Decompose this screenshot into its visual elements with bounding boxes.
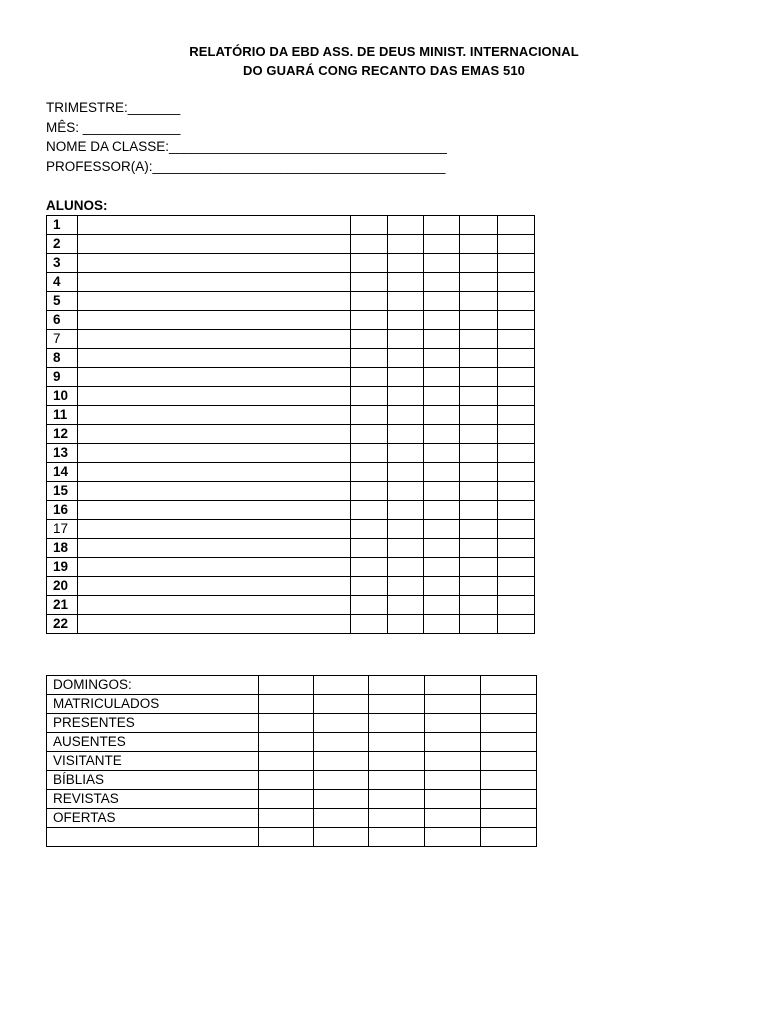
aluno-attendance-cell[interactable] bbox=[424, 349, 460, 368]
summary-table bbox=[46, 675, 537, 847]
summary-row bbox=[47, 733, 537, 752]
aluno-row bbox=[47, 349, 535, 368]
aluno-attendance-cell[interactable] bbox=[388, 501, 424, 520]
aluno-attendance-cell[interactable] bbox=[388, 387, 424, 406]
aluno-attendance-cell[interactable] bbox=[424, 577, 460, 596]
summary-row bbox=[47, 714, 537, 733]
aluno-row bbox=[47, 615, 535, 634]
aluno-attendance-cell[interactable] bbox=[388, 596, 424, 615]
aluno-attendance-cell[interactable] bbox=[388, 558, 424, 577]
aluno-number: 21 bbox=[47, 596, 78, 615]
summary-value-cell[interactable] bbox=[259, 676, 314, 695]
aluno-row bbox=[47, 311, 535, 330]
summary-value-cell[interactable] bbox=[425, 771, 481, 790]
aluno-row bbox=[47, 425, 535, 444]
aluno-name-cell[interactable] bbox=[78, 235, 351, 254]
aluno-attendance-cell[interactable] bbox=[388, 216, 424, 235]
aluno-attendance-cell[interactable] bbox=[498, 425, 535, 444]
aluno-attendance-cell[interactable] bbox=[388, 330, 424, 349]
form-fields bbox=[46, 98, 447, 176]
aluno-attendance-cell[interactable] bbox=[498, 349, 535, 368]
aluno-attendance-cell[interactable] bbox=[351, 558, 388, 577]
summary-value-cell[interactable] bbox=[369, 809, 425, 828]
aluno-attendance-cell[interactable] bbox=[498, 235, 535, 254]
aluno-number: 8 bbox=[47, 349, 78, 368]
aluno-attendance-cell[interactable] bbox=[351, 406, 388, 425]
aluno-attendance-cell[interactable] bbox=[460, 577, 498, 596]
summary-value-cell[interactable] bbox=[259, 828, 314, 847]
aluno-attendance-cell[interactable] bbox=[498, 216, 535, 235]
aluno-attendance-cell[interactable] bbox=[460, 539, 498, 558]
aluno-attendance-cell[interactable] bbox=[460, 292, 498, 311]
summary-label: AUSENTES bbox=[47, 733, 259, 752]
aluno-row bbox=[47, 292, 535, 311]
aluno-attendance-cell[interactable] bbox=[388, 292, 424, 311]
aluno-attendance-cell[interactable] bbox=[424, 273, 460, 292]
aluno-attendance-cell[interactable] bbox=[424, 501, 460, 520]
summary-row bbox=[47, 790, 537, 809]
alunos-table-body bbox=[47, 216, 535, 634]
aluno-name-cell[interactable] bbox=[78, 292, 351, 311]
summary-value-cell[interactable] bbox=[314, 676, 369, 695]
aluno-attendance-cell[interactable] bbox=[460, 615, 498, 634]
summary-row bbox=[47, 676, 537, 695]
aluno-attendance-cell[interactable] bbox=[498, 330, 535, 349]
summary-value-cell[interactable] bbox=[259, 733, 314, 752]
aluno-attendance-cell[interactable] bbox=[460, 368, 498, 387]
aluno-attendance-cell[interactable] bbox=[498, 387, 535, 406]
summary-table-body bbox=[47, 676, 537, 847]
aluno-name-cell[interactable] bbox=[78, 520, 351, 539]
report-title-line-2: DO GUARÁ CONG RECANTO DAS EMAS 510 bbox=[243, 63, 525, 78]
aluno-attendance-cell[interactable] bbox=[351, 463, 388, 482]
aluno-attendance-cell[interactable] bbox=[460, 330, 498, 349]
summary-value-cell[interactable] bbox=[481, 790, 537, 809]
aluno-name-cell[interactable] bbox=[78, 311, 351, 330]
summary-value-cell[interactable] bbox=[259, 695, 314, 714]
summary-row bbox=[47, 752, 537, 771]
aluno-name-cell[interactable] bbox=[78, 577, 351, 596]
summary-value-cell[interactable] bbox=[425, 714, 481, 733]
aluno-number: 16 bbox=[47, 501, 78, 520]
aluno-row bbox=[47, 558, 535, 577]
aluno-row bbox=[47, 330, 535, 349]
aluno-name-cell[interactable] bbox=[78, 254, 351, 273]
aluno-row bbox=[47, 387, 535, 406]
aluno-attendance-cell[interactable] bbox=[498, 520, 535, 539]
summary-value-cell[interactable] bbox=[481, 695, 537, 714]
aluno-attendance-cell[interactable] bbox=[351, 311, 388, 330]
aluno-row bbox=[47, 463, 535, 482]
aluno-row bbox=[47, 254, 535, 273]
aluno-name-cell[interactable] bbox=[78, 558, 351, 577]
aluno-attendance-cell[interactable] bbox=[424, 235, 460, 254]
summary-value-cell[interactable] bbox=[481, 752, 537, 771]
aluno-number: 9 bbox=[47, 368, 78, 387]
summary-label: DOMINGOS: bbox=[47, 676, 259, 695]
summary-value-cell[interactable] bbox=[481, 828, 537, 847]
summary-value-cell[interactable] bbox=[369, 752, 425, 771]
aluno-attendance-cell[interactable] bbox=[460, 425, 498, 444]
aluno-row bbox=[47, 444, 535, 463]
aluno-attendance-cell[interactable] bbox=[351, 539, 388, 558]
summary-row bbox=[47, 809, 537, 828]
aluno-number: 6 bbox=[47, 311, 78, 330]
aluno-number: 17 bbox=[47, 520, 78, 539]
aluno-row bbox=[47, 501, 535, 520]
summary-label: BÍBLIAS bbox=[47, 771, 259, 790]
aluno-attendance-cell[interactable] bbox=[498, 463, 535, 482]
aluno-number: 12 bbox=[47, 425, 78, 444]
summary-value-cell[interactable] bbox=[425, 828, 481, 847]
aluno-attendance-cell[interactable] bbox=[388, 615, 424, 634]
aluno-attendance-cell[interactable] bbox=[460, 311, 498, 330]
aluno-attendance-cell[interactable] bbox=[388, 406, 424, 425]
aluno-attendance-cell[interactable] bbox=[351, 425, 388, 444]
aluno-attendance-cell[interactable] bbox=[460, 406, 498, 425]
aluno-attendance-cell[interactable] bbox=[498, 482, 535, 501]
aluno-number: 14 bbox=[47, 463, 78, 482]
aluno-attendance-cell[interactable] bbox=[498, 615, 535, 634]
aluno-attendance-cell[interactable] bbox=[424, 387, 460, 406]
aluno-name-cell[interactable] bbox=[78, 596, 351, 615]
aluno-attendance-cell[interactable] bbox=[460, 596, 498, 615]
summary-label: REVISTAS bbox=[47, 790, 259, 809]
aluno-attendance-cell[interactable] bbox=[388, 482, 424, 501]
aluno-number: 11 bbox=[47, 406, 78, 425]
aluno-attendance-cell[interactable] bbox=[498, 444, 535, 463]
summary-value-cell[interactable] bbox=[369, 676, 425, 695]
aluno-attendance-cell[interactable] bbox=[351, 330, 388, 349]
summary-value-cell[interactable] bbox=[369, 790, 425, 809]
aluno-attendance-cell[interactable] bbox=[424, 520, 460, 539]
summary-value-cell[interactable] bbox=[481, 809, 537, 828]
aluno-attendance-cell[interactable] bbox=[460, 444, 498, 463]
aluno-row bbox=[47, 368, 535, 387]
aluno-attendance-cell[interactable] bbox=[388, 444, 424, 463]
aluno-attendance-cell[interactable] bbox=[388, 520, 424, 539]
trimestre-field: TRIMESTRE:_______ bbox=[46, 100, 181, 115]
summary-value-cell[interactable] bbox=[425, 752, 481, 771]
summary-value-cell[interactable] bbox=[314, 809, 369, 828]
summary-value-cell[interactable] bbox=[314, 714, 369, 733]
aluno-attendance-cell[interactable] bbox=[351, 482, 388, 501]
aluno-attendance-cell[interactable] bbox=[460, 235, 498, 254]
aluno-attendance-cell[interactable] bbox=[351, 501, 388, 520]
aluno-attendance-cell[interactable] bbox=[498, 273, 535, 292]
summary-value-cell[interactable] bbox=[314, 695, 369, 714]
aluno-attendance-cell[interactable] bbox=[424, 216, 460, 235]
summary-value-cell[interactable] bbox=[259, 752, 314, 771]
aluno-number: 18 bbox=[47, 539, 78, 558]
aluno-attendance-cell[interactable] bbox=[460, 482, 498, 501]
aluno-attendance-cell[interactable] bbox=[424, 596, 460, 615]
nome-classe-field: NOME DA CLASSE:_____________________________________ bbox=[46, 139, 447, 154]
summary-row bbox=[47, 695, 537, 714]
aluno-attendance-cell[interactable] bbox=[351, 577, 388, 596]
aluno-name-cell[interactable] bbox=[78, 425, 351, 444]
aluno-attendance-cell[interactable] bbox=[424, 330, 460, 349]
summary-value-cell[interactable] bbox=[314, 752, 369, 771]
aluno-attendance-cell[interactable] bbox=[388, 273, 424, 292]
report-title-line-1: RELATÓRIO DA EBD ASS. DE DEUS MINIST. INTERNACIONAL bbox=[189, 44, 579, 59]
aluno-name-cell[interactable] bbox=[78, 444, 351, 463]
aluno-attendance-cell[interactable] bbox=[351, 273, 388, 292]
aluno-number: 20 bbox=[47, 577, 78, 596]
aluno-attendance-cell[interactable] bbox=[460, 463, 498, 482]
aluno-attendance-cell[interactable] bbox=[424, 425, 460, 444]
summary-label bbox=[47, 828, 259, 847]
summary-value-cell[interactable] bbox=[481, 733, 537, 752]
aluno-attendance-cell[interactable] bbox=[351, 615, 388, 634]
summary-label: VISITANTE bbox=[47, 752, 259, 771]
aluno-attendance-cell[interactable] bbox=[424, 406, 460, 425]
aluno-attendance-cell[interactable] bbox=[351, 349, 388, 368]
aluno-name-cell[interactable] bbox=[78, 482, 351, 501]
summary-row bbox=[47, 828, 537, 847]
aluno-attendance-cell[interactable] bbox=[498, 406, 535, 425]
aluno-name-cell[interactable] bbox=[78, 406, 351, 425]
aluno-row bbox=[47, 520, 535, 539]
aluno-name-cell[interactable] bbox=[78, 330, 351, 349]
aluno-number: 19 bbox=[47, 558, 78, 577]
aluno-number: 10 bbox=[47, 387, 78, 406]
aluno-attendance-cell[interactable] bbox=[388, 311, 424, 330]
aluno-number: 7 bbox=[47, 330, 78, 349]
summary-value-cell[interactable] bbox=[259, 714, 314, 733]
aluno-name-cell[interactable] bbox=[78, 368, 351, 387]
aluno-number: 1 bbox=[47, 216, 78, 235]
aluno-row bbox=[47, 273, 535, 292]
aluno-number: 15 bbox=[47, 482, 78, 501]
aluno-attendance-cell[interactable] bbox=[351, 368, 388, 387]
aluno-row bbox=[47, 235, 535, 254]
aluno-attendance-cell[interactable] bbox=[351, 387, 388, 406]
summary-value-cell[interactable] bbox=[425, 809, 481, 828]
aluno-attendance-cell[interactable] bbox=[351, 520, 388, 539]
aluno-attendance-cell[interactable] bbox=[460, 387, 498, 406]
aluno-attendance-cell[interactable] bbox=[424, 463, 460, 482]
summary-value-cell[interactable] bbox=[369, 695, 425, 714]
aluno-attendance-cell[interactable] bbox=[424, 539, 460, 558]
aluno-attendance-cell[interactable] bbox=[351, 444, 388, 463]
aluno-name-cell[interactable] bbox=[78, 387, 351, 406]
aluno-attendance-cell[interactable] bbox=[388, 539, 424, 558]
aluno-name-cell[interactable] bbox=[78, 501, 351, 520]
summary-value-cell[interactable] bbox=[369, 771, 425, 790]
summary-value-cell[interactable] bbox=[425, 695, 481, 714]
summary-value-cell[interactable] bbox=[369, 828, 425, 847]
summary-value-cell[interactable] bbox=[425, 790, 481, 809]
aluno-attendance-cell[interactable] bbox=[424, 482, 460, 501]
aluno-name-cell[interactable] bbox=[78, 615, 351, 634]
aluno-attendance-cell[interactable] bbox=[351, 596, 388, 615]
aluno-number: 4 bbox=[47, 273, 78, 292]
summary-value-cell[interactable] bbox=[369, 714, 425, 733]
summary-value-cell[interactable] bbox=[259, 771, 314, 790]
aluno-row bbox=[47, 539, 535, 558]
summary-value-cell[interactable] bbox=[259, 809, 314, 828]
aluno-number: 22 bbox=[47, 615, 78, 634]
aluno-attendance-cell[interactable] bbox=[460, 349, 498, 368]
aluno-attendance-cell[interactable] bbox=[498, 254, 535, 273]
aluno-row bbox=[47, 577, 535, 596]
summary-label: MATRICULADOS bbox=[47, 695, 259, 714]
aluno-attendance-cell[interactable] bbox=[351, 216, 388, 235]
summary-value-cell[interactable] bbox=[314, 771, 369, 790]
aluno-attendance-cell[interactable] bbox=[460, 273, 498, 292]
alunos-table bbox=[46, 215, 535, 634]
aluno-attendance-cell[interactable] bbox=[460, 216, 498, 235]
aluno-attendance-cell[interactable] bbox=[424, 292, 460, 311]
summary-value-cell[interactable] bbox=[481, 676, 537, 695]
aluno-attendance-cell[interactable] bbox=[351, 292, 388, 311]
aluno-attendance-cell[interactable] bbox=[351, 235, 388, 254]
aluno-attendance-cell[interactable] bbox=[460, 520, 498, 539]
aluno-attendance-cell[interactable] bbox=[388, 425, 424, 444]
aluno-attendance-cell[interactable] bbox=[460, 501, 498, 520]
summary-value-cell[interactable] bbox=[369, 733, 425, 752]
aluno-name-cell[interactable] bbox=[78, 539, 351, 558]
aluno-number: 5 bbox=[47, 292, 78, 311]
aluno-attendance-cell[interactable] bbox=[460, 558, 498, 577]
aluno-attendance-cell[interactable] bbox=[498, 539, 535, 558]
aluno-attendance-cell[interactable] bbox=[424, 311, 460, 330]
aluno-attendance-cell[interactable] bbox=[498, 311, 535, 330]
aluno-name-cell[interactable] bbox=[78, 349, 351, 368]
aluno-attendance-cell[interactable] bbox=[424, 368, 460, 387]
aluno-row bbox=[47, 482, 535, 501]
aluno-attendance-cell[interactable] bbox=[388, 368, 424, 387]
aluno-number: 3 bbox=[47, 254, 78, 273]
summary-value-cell[interactable] bbox=[314, 790, 369, 809]
aluno-attendance-cell[interactable] bbox=[498, 558, 535, 577]
aluno-attendance-cell[interactable] bbox=[351, 254, 388, 273]
aluno-attendance-cell[interactable] bbox=[498, 501, 535, 520]
aluno-row bbox=[47, 216, 535, 235]
summary-label: OFERTAS bbox=[47, 809, 259, 828]
report-title bbox=[0, 42, 768, 80]
aluno-row bbox=[47, 406, 535, 425]
aluno-name-cell[interactable] bbox=[78, 216, 351, 235]
summary-row bbox=[47, 771, 537, 790]
aluno-number: 13 bbox=[47, 444, 78, 463]
aluno-attendance-cell[interactable] bbox=[388, 349, 424, 368]
aluno-attendance-cell[interactable] bbox=[498, 577, 535, 596]
aluno-number: 2 bbox=[47, 235, 78, 254]
summary-label: PRESENTES bbox=[47, 714, 259, 733]
aluno-name-cell[interactable] bbox=[78, 463, 351, 482]
aluno-attendance-cell[interactable] bbox=[424, 444, 460, 463]
aluno-name-cell[interactable] bbox=[78, 273, 351, 292]
aluno-attendance-cell[interactable] bbox=[388, 235, 424, 254]
summary-value-cell[interactable] bbox=[425, 676, 481, 695]
summary-value-cell[interactable] bbox=[481, 714, 537, 733]
summary-value-cell[interactable] bbox=[314, 733, 369, 752]
aluno-attendance-cell[interactable] bbox=[424, 254, 460, 273]
aluno-attendance-cell[interactable] bbox=[388, 577, 424, 596]
alunos-label: ALUNOS: bbox=[46, 198, 108, 213]
mes-field: MÊS: _____________ bbox=[46, 119, 181, 135]
aluno-attendance-cell[interactable] bbox=[498, 596, 535, 615]
aluno-attendance-cell[interactable] bbox=[424, 615, 460, 634]
professor-field: PROFESSOR(A):_______________________________________ bbox=[46, 158, 446, 174]
aluno-attendance-cell[interactable] bbox=[498, 368, 535, 387]
aluno-attendance-cell[interactable] bbox=[460, 254, 498, 273]
summary-value-cell[interactable] bbox=[425, 733, 481, 752]
aluno-attendance-cell[interactable] bbox=[424, 558, 460, 577]
aluno-attendance-cell[interactable] bbox=[388, 463, 424, 482]
summary-value-cell[interactable] bbox=[481, 771, 537, 790]
summary-value-cell[interactable] bbox=[314, 828, 369, 847]
aluno-row bbox=[47, 596, 535, 615]
summary-value-cell[interactable] bbox=[259, 790, 314, 809]
aluno-attendance-cell[interactable] bbox=[388, 254, 424, 273]
aluno-attendance-cell[interactable] bbox=[498, 292, 535, 311]
